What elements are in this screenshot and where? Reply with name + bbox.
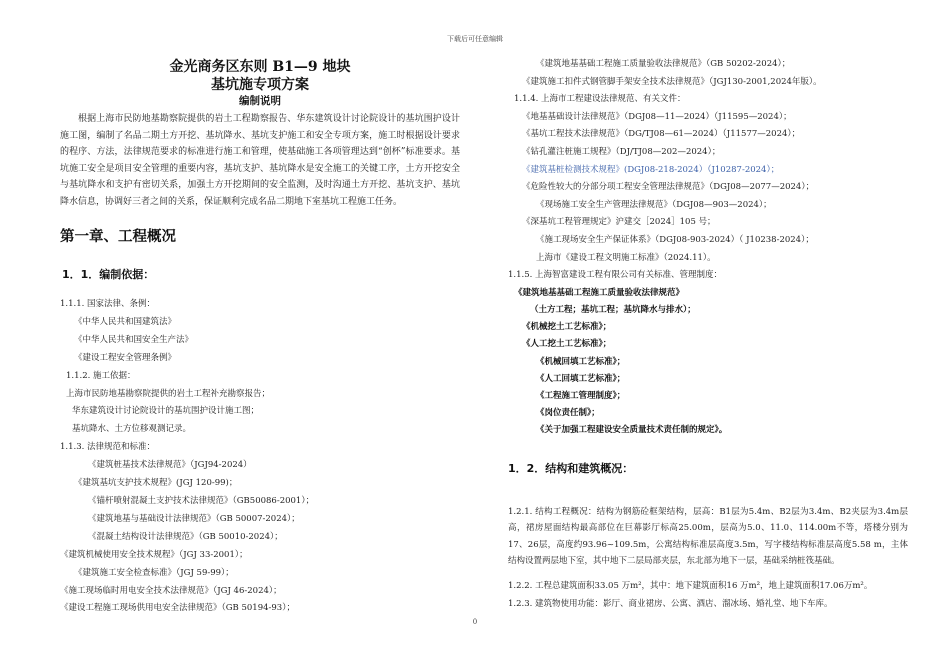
list-item: 《机械挖土工艺标准》； <box>522 322 612 333</box>
list-item: 《建筑基坑支护技术规程》(JGJ 120-99)； <box>74 478 238 489</box>
right-column <box>508 56 908 613</box>
list-item: 华东建筑设计讨论院设计的基坑围护设计施工图； <box>72 406 260 417</box>
list-item: 上海市民防地基勘察院提供的岩土工程补充勘察报告； <box>66 388 271 399</box>
list-item: 《现场施工安全生产管理法律规范》（DGJ08—903—2024）； <box>536 199 772 210</box>
list-item: 《建设工程施工现场供用电安全法律规范》（GB 50194-93）； <box>60 603 295 614</box>
list-item: 《关于加强工程建设安全质量技术责任制的规定》。 <box>536 425 728 436</box>
list-item: 《施工现场临时用电安全技术法律规范》（JGJ 46-2024）； <box>60 585 282 596</box>
intro-paragraph: 根据上海市民防地基勘察院提供的岩土工程勘察报告、华东建筑设计讨论院设计的基坑围护设计施工图，编制了名品二期土方开挖、基坑降水、基坑支护施工和安全专项方案，施工时根据设计要求的程序、方法，法律规范要求的标准进行施工和管理，使基础施工各项管理达到“创杯”标准要求。基坑施工安全是项目安全管理的重要内容，基坑支护、基坑降水是安全施工的关键工序，土方开挖安全与基坑降水和支护有密切关系，加强土方开挖期间的安全监测，及时沟通土方开挖、基坑支护、基坑降水信息，协调好三者之间的关系，保证顺利完成名品二期地下室基坑工程施工任务。 <box>60 114 460 207</box>
list-item: 《锚杆喷射混凝土支护技术法律规范》（GB50086-2001）； <box>88 495 315 506</box>
list-item: 《建筑地基基础工程施工质量验收法律规范》 <box>514 287 685 298</box>
list-item: 1.1.2. 施工依据： <box>66 370 136 381</box>
chapter-heading: 第一章、工程概况 <box>60 229 176 245</box>
left-column <box>60 58 460 618</box>
list-item: 《建筑施工安全检查标准》（JGJ 59-99）； <box>74 567 234 578</box>
list-item: 《建筑地基与基础设计法律规范》（GB 50007-2024）； <box>88 513 300 524</box>
list-item: 《人工回填工艺标准》； <box>536 373 626 384</box>
list-item: 1.1.4. 上海市工程建设法律规范、有关文件： <box>514 94 686 105</box>
list-item: 《人工挖土工艺标准》； <box>522 339 612 350</box>
company-standards-list <box>508 285 908 440</box>
list-item: 《建筑地基基础工程施工质量验收法律规范》（GB 50202-2024）； <box>536 59 791 69</box>
list-item: 《岗位责任制》； <box>536 408 600 419</box>
list-item: 基坑降水、土方位移观测记录。 <box>72 424 192 435</box>
list-item: （土方工程；基坑工程；基坑降水与排水）； <box>530 304 696 315</box>
list-item: 《地基基础设计法律规范》（DGJ08—11—2024）（J11595—2024）； <box>522 111 792 122</box>
section-heading-structure: 1．2．结构和建筑概况： <box>508 461 634 475</box>
area-line: 1.2.2. 工程总建筑面积33.05 万m²，其中：地下建筑面积16 万m²，地上建筑面积17.06万m²。 <box>508 580 873 591</box>
document-subtitle: 基坑施专项方案 <box>211 77 309 93</box>
page-header: 下载后可任意编辑 <box>447 35 503 43</box>
list-item: 《混凝土结构设计法律规范》（GB 50010-2024）； <box>88 531 283 542</box>
list-item: 1.1.3. 法律规范和标准： <box>60 442 156 453</box>
list-item: 《钻孔灌注桩施工规程》（DJ/TJ08—202—2024）； <box>522 146 721 157</box>
document-title: 金光商务区东则 B1—9 地块 <box>169 59 351 75</box>
page-number: 0 <box>472 618 478 626</box>
usage-line: 1.2.3. 建筑物使用功能：影厅、商业裙房、公寓、酒店、溜冰场、婚礼堂、地下车库。 <box>508 598 833 609</box>
list-item: 1.1.1. 国家法律、条例： <box>60 299 156 309</box>
regulations-list <box>508 56 908 285</box>
list-item: 《建筑施工扣件式钢管脚手架安全技术法律规范》（JGJ130-2001,2024年版）。 <box>522 76 822 87</box>
list-item: 1.1.5. 上海智富建设工程有限公司有关标准、管理制度： <box>508 270 723 281</box>
list-item: 《建筑机械使用安全技术规程》（JGJ 33-2001）； <box>60 549 248 560</box>
list-item: 《机械回填工艺标准》； <box>536 356 626 367</box>
list-item: 《中华人民共和国建筑法》 <box>74 316 177 327</box>
list-item: 《深基坑工程管理规定》沪建交［2024］105 号； <box>522 217 716 228</box>
section-heading-preparation: 编制说明 <box>239 95 281 107</box>
list-item: 上海市《建设工程文明施工标准》（2024.11）。 <box>536 252 716 263</box>
list-item: 《建筑基桩检测技术规程》(DGJ08-218-2024）（J10287-2024）； <box>522 164 780 175</box>
section-heading-basis: 1．1．编制依据： <box>62 268 155 281</box>
basis-list <box>60 296 460 618</box>
structure-paragraph: 1.2.1. 结构工程概况：结构为钢筋砼框架结构，层高：B1层为5.4m、B2层为3.4m、B2夹层为3.4m层高，裙房屋面结构最高部位在巨幕影厅标高25.00m，层高为5.0、11.0、114.00m不等，塔楼分别为17、26层，高度约93.96~109.5m，公寓结构标准层高度3.5m，写字楼结构标准层高度5.58 m，主体结构设置两层地下室，其中地下二层局部夹层，东北部为地下一层，基础采纳桩筏基础。 <box>508 506 908 567</box>
list-item: 《基坑工程技术法律规范》（DG/TJ08—61—2024）（J11577—2024）； <box>522 129 801 140</box>
list-item: 《施工现场安全生产保证体系》（DGJ08-903-2024）（ J10238-2024）； <box>536 234 814 245</box>
list-item: 《建设工程安全管理条例》 <box>74 352 177 363</box>
list-item: 《危险性较大的分部分项工程安全管理法律规范》（DGJ08—2077—2024）； <box>522 182 815 193</box>
list-item: 《中华人民共和国安全生产法》 <box>74 334 194 345</box>
list-item: 《建筑桩基技术法律规范》（JGJ94-2024） <box>88 460 252 471</box>
list-item: 《工程施工管理制度》； <box>536 390 626 401</box>
